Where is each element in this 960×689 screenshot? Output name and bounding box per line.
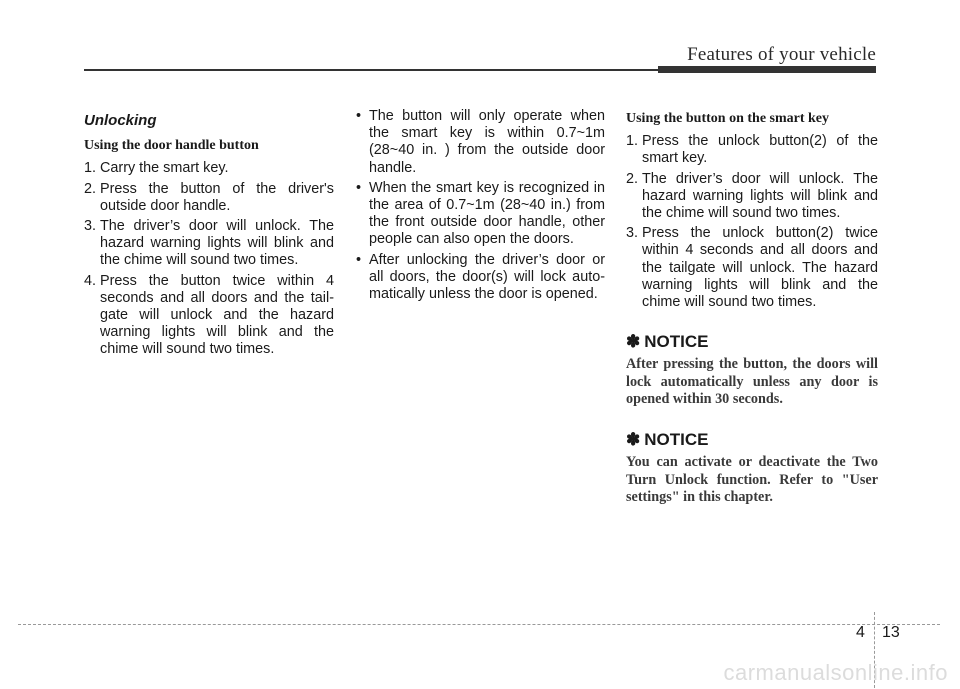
list-item xyxy=(355,252,605,304)
smart-key-steps xyxy=(626,133,878,311)
step-number: 3. xyxy=(84,218,97,235)
subhead-smart-key: Using the button on the smart key xyxy=(626,111,830,126)
notice-star-icon: ✽ xyxy=(626,429,641,449)
list-item xyxy=(84,273,334,359)
notice-title: NOTICE xyxy=(644,429,709,449)
footer-rule xyxy=(18,624,940,625)
list-item xyxy=(626,171,878,223)
notice-star-icon: ✽ xyxy=(626,332,641,352)
step-number: 2. xyxy=(84,180,97,197)
header-title: Features of your vehicle xyxy=(687,44,876,65)
bullet-text: The button will only operate when the smart key is within 0.7~1m (28~40 in. ) from the outside door handle. xyxy=(369,108,605,176)
bullet-icon: • xyxy=(356,179,362,196)
bullet-text: After unlocking the driver’s door or all doors, the door(s) will lock auto-matically unless the door is opened. xyxy=(369,251,605,303)
list-item xyxy=(626,225,878,311)
step-number: 2. xyxy=(626,170,639,187)
step-number: 1. xyxy=(626,133,639,150)
header-rule xyxy=(84,69,660,71)
notice-body: After pressing the button, the doors will lock automatically unless any door is opened within 30 seconds. xyxy=(626,356,878,408)
right-column xyxy=(626,108,878,507)
list-item xyxy=(84,181,334,215)
notice-heading xyxy=(626,431,878,448)
step-text: The driver’s door will unlock. The hazard warning lights will blink and the chime will sound two times. xyxy=(642,170,878,222)
step-text: Carry the smart key. xyxy=(100,160,229,177)
notice-heading xyxy=(626,333,878,350)
door-handle-steps xyxy=(84,160,334,358)
page-number: 13 xyxy=(882,624,900,641)
step-text: Press the unlock button(2) of the smart key. xyxy=(642,133,878,167)
step-text: Press the button twice within 4 seconds and all doors and the tail-gate will unlock and the hazard warning lights will blink and the chime will sound two times. xyxy=(100,272,334,358)
subhead-door-handle: Using the door handle button xyxy=(84,138,259,154)
notice-title: NOTICE xyxy=(644,332,709,352)
step-text: Press the button of the driver's outside door handle. xyxy=(100,180,334,214)
list-item xyxy=(626,133,878,167)
left-column xyxy=(84,108,334,362)
step-number: 1. xyxy=(84,160,97,177)
bullet-icon: • xyxy=(356,108,362,124)
list-item xyxy=(355,108,605,177)
bullet-icon: • xyxy=(356,251,362,268)
chapter-number: 4 xyxy=(856,624,865,641)
notice-body: You can activate or deactivate the Two Turn Unlock function. Refer to "User settings" in this chapter. xyxy=(626,454,878,506)
step-number: 3. xyxy=(626,225,639,242)
bullet-text: When the smart key is recognized in the area of 0.7~1m (28~40 in.) from the front outside door handle, other people can also open the doors. xyxy=(369,179,605,248)
step-text: The driver’s door will unlock. The hazard warning lights will blink and the chime will sound two times. xyxy=(100,218,334,269)
header-rule-bar xyxy=(658,66,876,73)
step-number: 4. xyxy=(84,272,97,289)
middle-column xyxy=(355,108,605,306)
list-item xyxy=(355,180,605,249)
operation-notes xyxy=(355,108,605,303)
list-item xyxy=(84,160,334,177)
watermark: carmanualsonline.info xyxy=(723,660,948,685)
step-text: Press the unlock button(2) twice within 4 seconds and all doors and the tailgate will unlock. The hazard warning lights will blink and the chime will sound two times. xyxy=(642,225,878,311)
list-item xyxy=(84,218,334,270)
section-title: Unlocking xyxy=(84,112,157,129)
